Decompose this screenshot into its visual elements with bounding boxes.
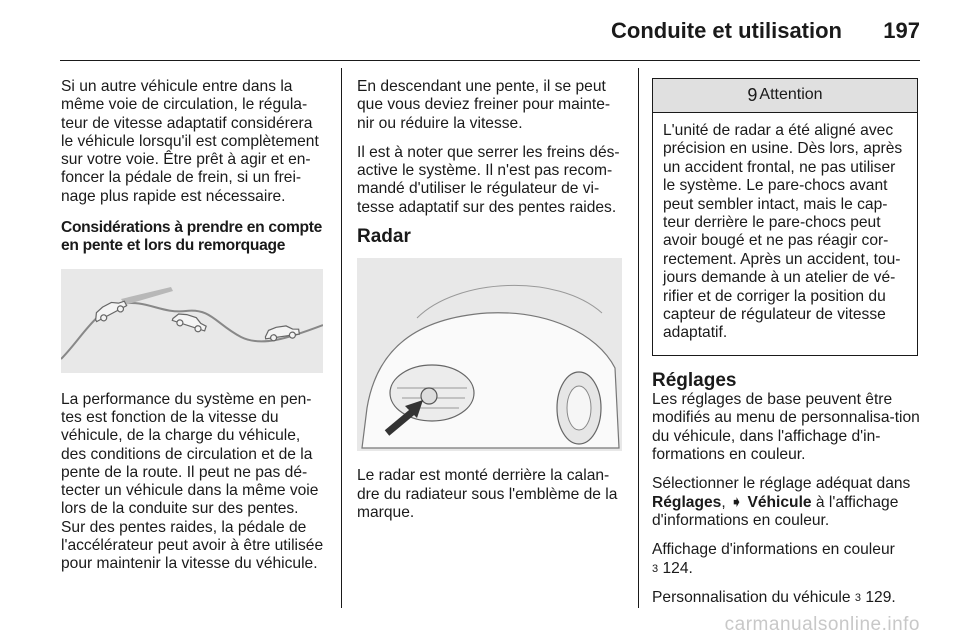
vehicle-menu-label: Véhicule: [747, 493, 812, 511]
attention-box: [652, 78, 918, 356]
page-number: 197: [883, 18, 920, 43]
select-setting-suffix: à l'affichage d'informations en couleur.: [652, 493, 899, 529]
select-setting-text: Sélectionner le réglage adéquat dans: [652, 475, 911, 493]
paragraph-select-setting: [652, 475, 920, 530]
column-divider-1: [341, 68, 342, 608]
page-reference-icon: 3: [854, 591, 861, 604]
header-rule: [60, 60, 920, 61]
warning-icon: 9: [747, 85, 758, 106]
paragraph-radar-location: Le radar est monté derrière la calan-dre du radiateur sous l'emblème de la marque.: [357, 467, 618, 521]
menu-separator: ,: [721, 493, 731, 511]
paragraph-settings-intro: Les réglages de base peuvent être modifiés au menu de personnalisa-tion du véhicule, dans l'affichage d'in-formations en couleur.: [652, 391, 920, 464]
settings-heading: Réglages: [652, 369, 737, 391]
cars-on-slope-image: [61, 269, 323, 373]
paragraph-downhill: En descendant une pente, il se peut que vous deviez freiner pour mainte-nir ou réduire la vitesse.: [357, 78, 611, 132]
attention-body: L'unité de radar a été aligné avec précision en usine. Dès lors, après un accident frontal, ne pas utiliser le système. Le pare-chocs avant peut sembler intact, mais le cap-teur derrière le pare-chocs peut avoir bougé et ne pas réagir cor-rectement. Après un accident, tou-jours demande à un atelier de vé-rifier et de corriger la position du capteur de régulateur de vitesse adaptatif.: [663, 122, 903, 342]
attention-title: Attention: [759, 86, 823, 104]
watermark: carmanualsonline.info: [724, 614, 920, 635]
reference-page: 129.: [865, 588, 896, 606]
paragraph-vehicle-entering-lane: Si un autre véhicule entre dans la même voie de circulation, le régula-teur de vitesse adaptatif considérera le véhicule lorsqu'il est complètement sur votre voie. Être prêt à agir et en-foncer la pédale de frein, si un frei-nage plus rapide est nécessaire.: [61, 78, 319, 205]
column-divider-2: [638, 68, 639, 608]
car-front-radar-image: [357, 258, 622, 451]
reference-text: Personnalisation du véhicule: [652, 588, 851, 606]
column-1: [61, 78, 326, 585]
radar-illustration: [357, 258, 622, 451]
subheading-slopes-towing: Considérations à prendre en compte en pente et lors du remorquage: [61, 219, 323, 255]
reference-vehicle-personalization: [652, 589, 920, 607]
slope-illustration: [61, 269, 323, 373]
page-header-title: Conduite et utilisation: [611, 18, 842, 43]
settings-menu-label: Réglages: [652, 493, 722, 511]
column-2: [357, 78, 625, 533]
paragraph-brakes-deactivate: Il est à noter que serrer les freins dés-active le système. Il n'est pas recom-mandé d'utiliser le régulateur de vi-tesse adaptatif sur des pentes raides.: [357, 143, 620, 216]
radar-heading: Radar: [357, 226, 411, 248]
reference-page: 124.: [662, 559, 693, 577]
page-reference-icon: 3: [652, 562, 659, 575]
reference-color-info-display: [652, 541, 920, 578]
menu-arrow-icon: ➧: [730, 493, 744, 511]
paragraph-system-performance: La performance du système en pen-tes est fonction de la vitesse du véhicule, de la charge du véhicule, des conditions de circulation et de la pente de la route. Il peut ne pas dé-tecter un véhicule dans la même voie lors de la conduite sur des pentes. Sur des pentes raides, la pédale de l'accélérateur peut avoir à être utilisée pour maintenir la vitesse du véhicule.: [61, 390, 324, 573]
column-3: [652, 78, 920, 618]
reference-text: Affichage d'informations en couleur: [652, 541, 895, 559]
attention-header: [653, 79, 917, 113]
